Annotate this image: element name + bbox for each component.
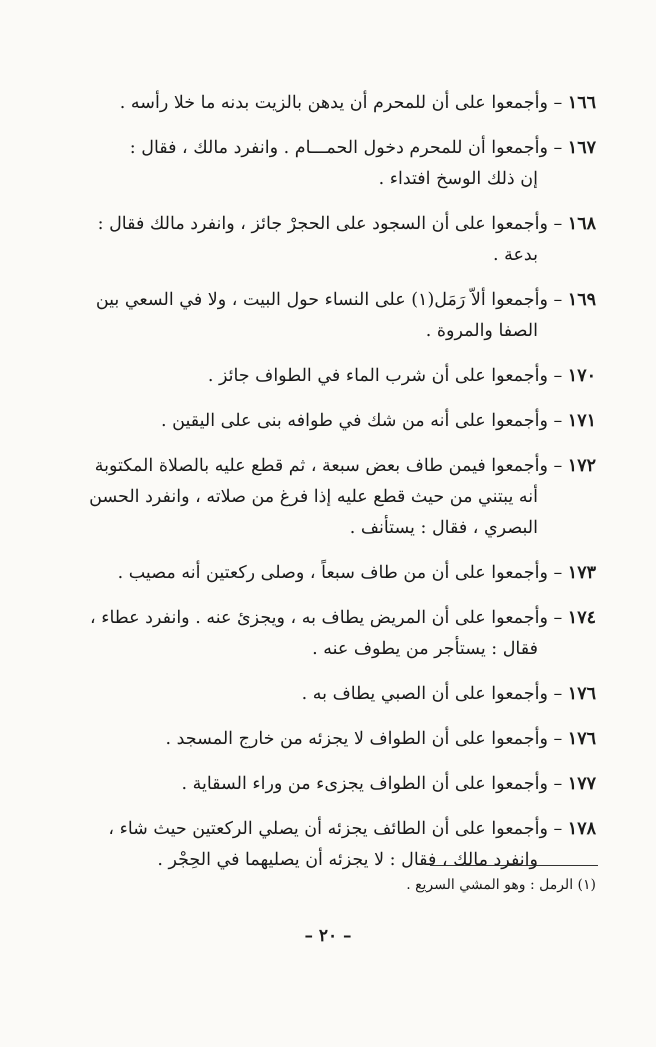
entry-text: – وأجمعوا على أن شرب الماء في الطواف جائز . — [207, 366, 563, 386]
entry-first-line — [66, 451, 596, 482]
entry-first-line — [66, 285, 596, 316]
entry-number: ١٦٧ — [567, 138, 596, 158]
entry-text: – وأجمعوا على أن الصبي يطاف به . — [301, 684, 563, 704]
entry-continuation-line: أنه يبتني من حيث قطع عليه إذا فرغ من صلاته ، وانفرد الحسن — [89, 487, 538, 507]
entry-text: – وأجمعوا على أن الطواف يجزىء من وراء السقاية . — [181, 774, 563, 794]
entry-item — [66, 814, 596, 876]
entry-text: – وأجمعوا على أن السجود على الحجرْ جائز ، وانفرد مالك فقال : — [97, 214, 563, 234]
entry-continuation-line: بدعة . — [492, 245, 538, 265]
entry-first-line — [66, 724, 596, 755]
entry-first-line — [66, 769, 596, 800]
footnote-divider — [430, 865, 598, 866]
entry-number: ١٧٤ — [567, 608, 596, 628]
entry-number: ١٧٢ — [567, 456, 596, 476]
entry-number: ١٧٨ — [567, 819, 596, 839]
entry-number: ١٦٩ — [567, 290, 596, 310]
entry-number: ١٦٨ — [567, 214, 596, 234]
entry-item — [66, 769, 596, 800]
entry-number: ١٧٦ — [567, 729, 596, 749]
entry-text: – وأجمعوا على أن من طاف سبعاً ، وصلى ركعتين أنه مصيب . — [117, 563, 563, 583]
entry-text: – وأجمعوا على أن للمحرم أن يدهن بالزيت بدنه ما خلا رأسه . — [119, 93, 563, 113]
entry-item — [66, 679, 596, 710]
entry-continuation-line: إن ذلك الوسخ افتداء . — [378, 169, 538, 189]
entry-first-line — [66, 361, 596, 392]
entry-text: – وأجمعوا على أن الطائف يجزئه أن يصلي الركعتين حيث شاء ، — [108, 819, 563, 839]
entry-first-line — [66, 814, 596, 845]
entry-text: – وأجمعوا فيمن طاف بعض سبعة ، ثم قطع عليه بالصلاة المكتوبة — [94, 456, 563, 476]
entry-text: – وأجمعوا على أن المريض يطاف به ، ويجزئ عنه . وانفرد عطاء ، — [90, 608, 563, 628]
footnote: (١) الرمل : وهو المشي السريع . — [406, 877, 596, 893]
entry-item — [66, 361, 596, 392]
entry-continuation-line: وانفرد مالك ، فقال : لا يجزئه أن يصليهما في الحِجْر . — [157, 850, 538, 870]
entry-continuation-line: فقال : يستأجر من يطوف عنه . — [312, 639, 538, 659]
entry-number: ١٧٠ — [567, 366, 596, 386]
entry-continuation-line: البصري ، فقال : يستأنف . — [349, 518, 538, 538]
entry-first-line — [66, 133, 596, 164]
entry-text: – وأجمعوا على أنه من شك في طوافه بنى على اليقين . — [161, 411, 563, 431]
entry-first-line — [66, 88, 596, 119]
entry-number: ١٧٧ — [567, 774, 596, 794]
entry-item — [66, 603, 596, 665]
entry-item — [66, 285, 596, 347]
entry-number: ١٧٣ — [567, 563, 596, 583]
entry-first-line — [66, 209, 596, 240]
entry-item — [66, 88, 596, 119]
entry-number: ١٦٦ — [567, 93, 596, 113]
entry-first-line — [66, 603, 596, 634]
entry-item — [66, 724, 596, 755]
entry-text: – وأجمعوا أن للمحرم دخول الحمـــام . وانفرد مالك ، فقال : — [129, 138, 563, 158]
entry-item — [66, 133, 596, 195]
entry-text: – وأجمعوا على أن الطواف لا يجزئه من خارج المسجد . — [165, 729, 563, 749]
page-number: – ٢٠ – — [304, 926, 352, 946]
entry-item — [66, 209, 596, 271]
entry-number: ١٧٦ — [567, 684, 596, 704]
entry-first-line — [66, 558, 596, 589]
entries-list — [66, 88, 596, 890]
entry-item — [66, 406, 596, 437]
entry-number: ١٧١ — [567, 411, 596, 431]
entry-first-line — [66, 406, 596, 437]
entry-item — [66, 451, 596, 544]
entry-continuation-line: الصفا والمروة . — [425, 321, 538, 341]
entry-item — [66, 558, 596, 589]
entry-text: – وأجمعوا ألاّ رَمَل(١) على النساء حول البيت ، ولا في السعي بين — [95, 290, 563, 310]
entry-first-line — [66, 679, 596, 710]
